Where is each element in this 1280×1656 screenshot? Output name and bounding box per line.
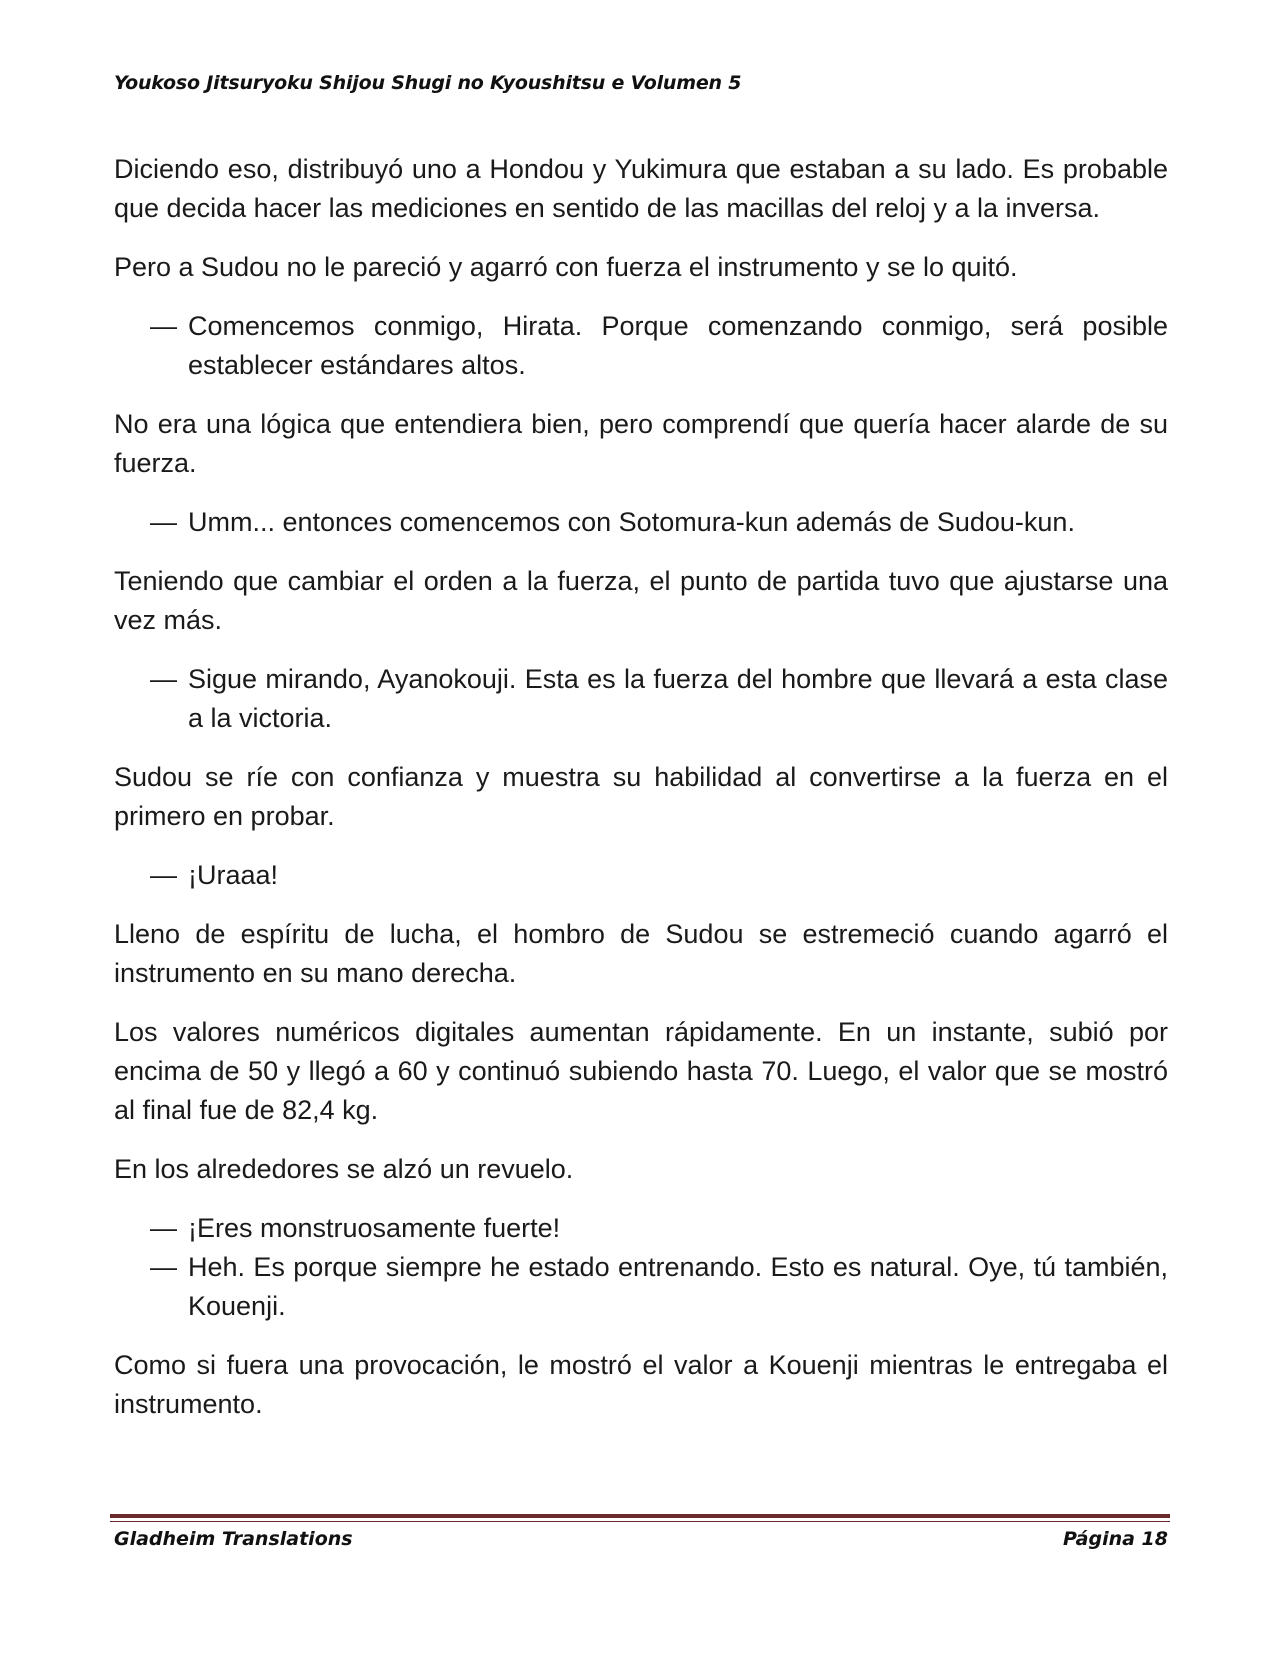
dialogue-line bbox=[114, 1209, 1168, 1248]
dialogue-text: ¡Uraaa! bbox=[188, 860, 279, 890]
dialogue-line bbox=[114, 856, 1168, 895]
paragraph: En los alrededores se alzó un revuelo. bbox=[114, 1154, 574, 1184]
paragraph: Lleno de espíritu de lucha, el hombro de Sudou se estremeció cuando agarró el instrumento en su mano derecha. bbox=[114, 919, 1168, 988]
dialogue-line bbox=[114, 503, 1168, 542]
dialogue-text: Heh. Es porque siempre he estado entrenando. Esto es natural. Oye, tú también, Kouenji. bbox=[188, 1252, 1168, 1321]
footer-divider bbox=[110, 1514, 1170, 1518]
paragraph: Los valores numéricos digitales aumentan rápidamente. En un instante, subió por encima de 50 y llegó a 60 y continuó subiendo hasta 70. Luego, el valor que se mostró al final fue de 82,4 kg. bbox=[114, 1017, 1168, 1125]
dialogue-dash: — bbox=[150, 1252, 177, 1282]
paragraph: Como si fuera una provocación, le mostró el valor a Kouenji mientras le entregaba el instrumento. bbox=[114, 1350, 1168, 1419]
dialogue-dash: — bbox=[150, 664, 177, 694]
dialogue-dash: — bbox=[150, 507, 177, 537]
footer-divider-thin bbox=[110, 1521, 1170, 1522]
dialogue-text: Sigue mirando, Ayanokouji. Esta es la fuerza del hombre que llevará a esta clase a la victoria. bbox=[188, 664, 1168, 733]
paragraph: Pero a Sudou no le pareció y agarró con fuerza el instrumento y se lo quitó. bbox=[114, 252, 1018, 282]
dialogue-dash: — bbox=[150, 860, 177, 890]
dialogue-text: Comencemos conmigo, Hirata. Porque comenzando conmigo, será posible establecer estándares altos. bbox=[188, 311, 1168, 380]
footer-page-number: Página 18 bbox=[1062, 1528, 1168, 1550]
dialogue-line bbox=[114, 307, 1168, 385]
dialogue-dash: — bbox=[150, 311, 177, 341]
page-header-title: Youkoso Jitsuryoku Shijou Shugi no Kyoushitsu e Volumen 5 bbox=[114, 72, 742, 94]
dialogue-line bbox=[114, 660, 1168, 738]
paragraph: Sudou se ríe con confianza y muestra su habilidad al convertirse a la fuerza en el primero en probar. bbox=[114, 762, 1168, 831]
footer-translator-credit: Gladheim Translations bbox=[114, 1528, 353, 1550]
dialogue-dash: — bbox=[150, 1213, 177, 1243]
dialogue-text: ¡Eres monstruosamente fuerte! bbox=[188, 1213, 561, 1243]
page-body bbox=[114, 150, 1168, 1444]
dialogue-line bbox=[114, 1248, 1168, 1326]
paragraph: Teniendo que cambiar el orden a la fuerza, el punto de partida tuvo que ajustarse una vez más. bbox=[114, 566, 1168, 635]
dialogue-text: Umm... entonces comencemos con Sotomura-kun además de Sudou-kun. bbox=[188, 507, 1075, 537]
paragraph: No era una lógica que entendiera bien, pero comprendí que quería hacer alarde de su fuerza. bbox=[114, 409, 1168, 478]
paragraph: Diciendo eso, distribuyó uno a Hondou y Yukimura que estaban a su lado. Es probable que decida hacer las mediciones en sentido de las macillas del reloj y a la inversa. bbox=[114, 154, 1168, 223]
